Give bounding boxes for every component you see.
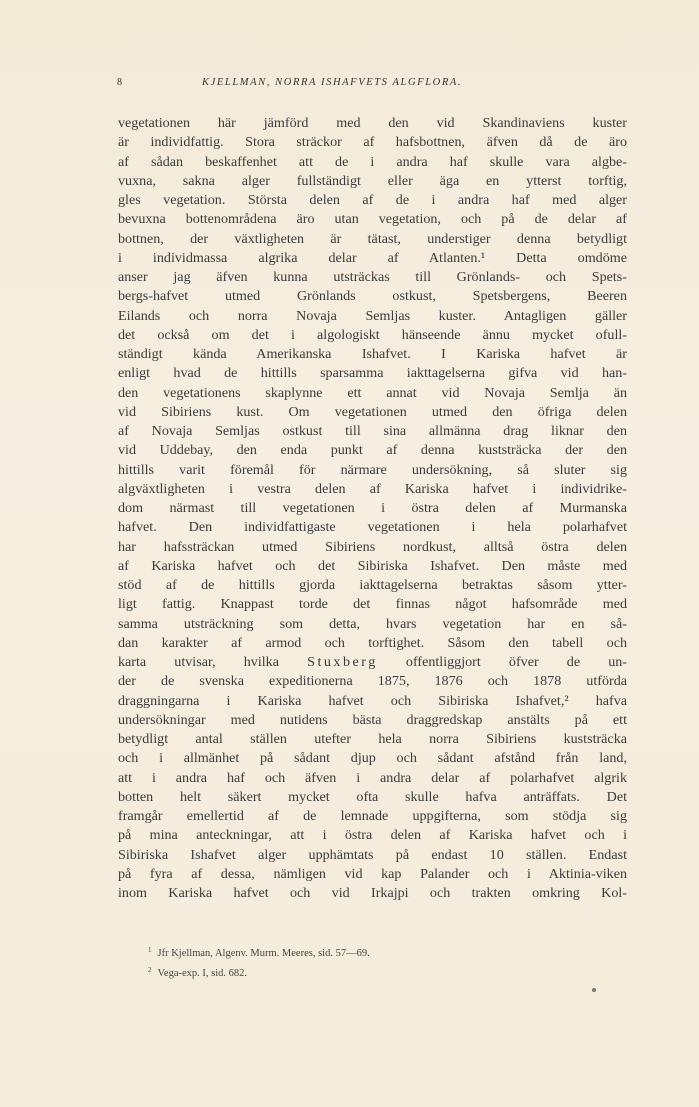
footnote-1: [148, 942, 608, 962]
body-text: [118, 114, 627, 903]
text-line: der de svenska expeditionerna 1875, 1876 och 1878 utförda: [118, 673, 627, 690]
text-line: inom Kariska hafvet och vid Irkajpi och trakten omkring Kol-: [118, 885, 627, 901]
text-line-end: offentliggjort öfver de un-: [405, 654, 627, 670]
page-header: [117, 77, 627, 95]
footnote-text: Jfr Kjellman, Algenv. Murm. Meeres, sid. 57—69.: [157, 948, 370, 959]
text-line: enligt hvad de hittills sparsamma iakttagelserna gifva vid han-: [118, 365, 627, 382]
footnotes: [148, 942, 608, 982]
text-line: ständigt kända Amerikanska Ishafvet. I Kariska hafvet är: [118, 346, 627, 362]
text-line: framgår emellertid af de lemnade uppgifterna, som stödja sig: [118, 808, 627, 824]
footnote-text: Vega-exp. I, sid. 682.: [157, 968, 248, 979]
text-line: hittills varit föremål för närmare undersökning, så sluter sig: [118, 461, 627, 478]
text-line-stuxberg: [118, 653, 627, 672]
text-line: hafvet. Den individfattigaste vegetationen i hela polarhafvet: [118, 519, 627, 536]
text-line: och i allmänhet på sådant djup och sådant afstånd från land,: [118, 750, 627, 767]
text-line: botten helt säkert mycket ofta skulle hafva anträffats. Det: [118, 788, 627, 805]
text-line: bergs-hafvet utmed Grönlands ostkust, Spetsbergens, Beeren: [118, 288, 627, 305]
running-head: KJELLMAN, NORRA ISHAFVETS ALGFLORA.: [202, 77, 463, 88]
ink-mark: [592, 988, 596, 992]
text-line: af sådan beskaffenhet att de i andra haf skulle vara algbe-: [118, 153, 627, 170]
text-line: i individmassa algrika delar af Atlanten.¹ Detta omdöme: [118, 249, 627, 266]
text-line: vid Uddebay, den enda punkt af denna kuststräcka der den: [118, 442, 627, 459]
text-line: att i andra haf och äfven i andra delar af polarhafvet algrik: [118, 769, 627, 786]
text-line: Eilands och norra Novaja Semljas kuster. Antagligen gäller: [118, 307, 627, 324]
text-line: gles vegetation. Största delen af de i andra haf med alger: [118, 192, 627, 208]
text-line: stöd af de hittills gjorda iakttagelserna betraktas såsom ytter-: [118, 577, 627, 593]
text-line: dan karakter af armod och torftighet. Såsom den tabell och: [118, 634, 627, 651]
text-line: vid Sibiriens kust. Om vegetationen utmed den öfriga delen: [118, 403, 627, 420]
text-line: betydligt antal ställen utefter hela norra Sibiriens kuststräcka: [118, 731, 627, 747]
text-line: af Novaja Semljas ostkust till sina allmänna drag liknar den: [118, 423, 627, 439]
text-line: af Kariska hafvet och det Sibiriska Ishafvet. Den måste med: [118, 557, 627, 574]
text-line: ligt fattig. Knappast torde det finnas något hafsområde med: [118, 596, 627, 613]
text-line: är individfattig. Stora sträckor af hafsbottnen, äfven då de äro: [118, 134, 627, 151]
text-line: vuxna, sakna alger fullständigt eller äga en ytterst torftig,: [118, 172, 627, 189]
footnote-marker: 1: [148, 946, 152, 954]
text-line: vegetationen här jämförd med den vid Skandinaviens kuster: [118, 115, 627, 131]
text-line: bevuxna bottenområdena äro utan vegetation, och på de delar af: [118, 211, 627, 228]
text-line-start: karta utvisar, hvilka: [118, 654, 279, 670]
footnote-2: [148, 962, 608, 982]
author-name-stuxberg: Stuxberg: [307, 654, 378, 670]
text-line: undersökningar med nutidens bästa draggredskap anstälts på ett: [118, 711, 627, 728]
text-line: Sibiriska Ishafvet alger upphämtats på endast 10 ställen. Endast: [118, 846, 627, 863]
text-line: på fyra af dessa, nämligen vid kap Palander och i Aktinia-viken: [118, 865, 627, 882]
text-line: den vegetationens skaplynne ett annat vid Novaja Semlja än: [118, 384, 627, 401]
text-line: det också om det i algologiskt hänseende ännu mycket ofull-: [118, 326, 627, 343]
page-number: 8: [117, 77, 122, 88]
text-line: draggningarna i Kariska hafvet och Sibiriska Ishafvet,² hafva: [118, 692, 627, 709]
text-line: algväxtligheten i vestra delen af Kariska hafvet i individrike-: [118, 480, 627, 497]
text-line: dom närmast till vegetationen i östra delen af Murmanska: [118, 500, 627, 516]
text-line: anser jag äfven kunna utsträckas till Grönlands- och Spets-: [118, 269, 627, 285]
footnote-marker: 2: [148, 966, 152, 974]
text-line: samma utsträckning som detta, hvars vegetation har en så-: [118, 615, 627, 632]
text-line: bottnen, der växtligheten är tätast, understiger denna betydligt: [118, 230, 627, 247]
text-line: har hafssträckan utmed Sibiriens nordkust, alltså östra delen: [118, 538, 627, 555]
text-line: på mina anteckningar, att i östra delen af Kariska hafvet och i: [118, 827, 627, 844]
